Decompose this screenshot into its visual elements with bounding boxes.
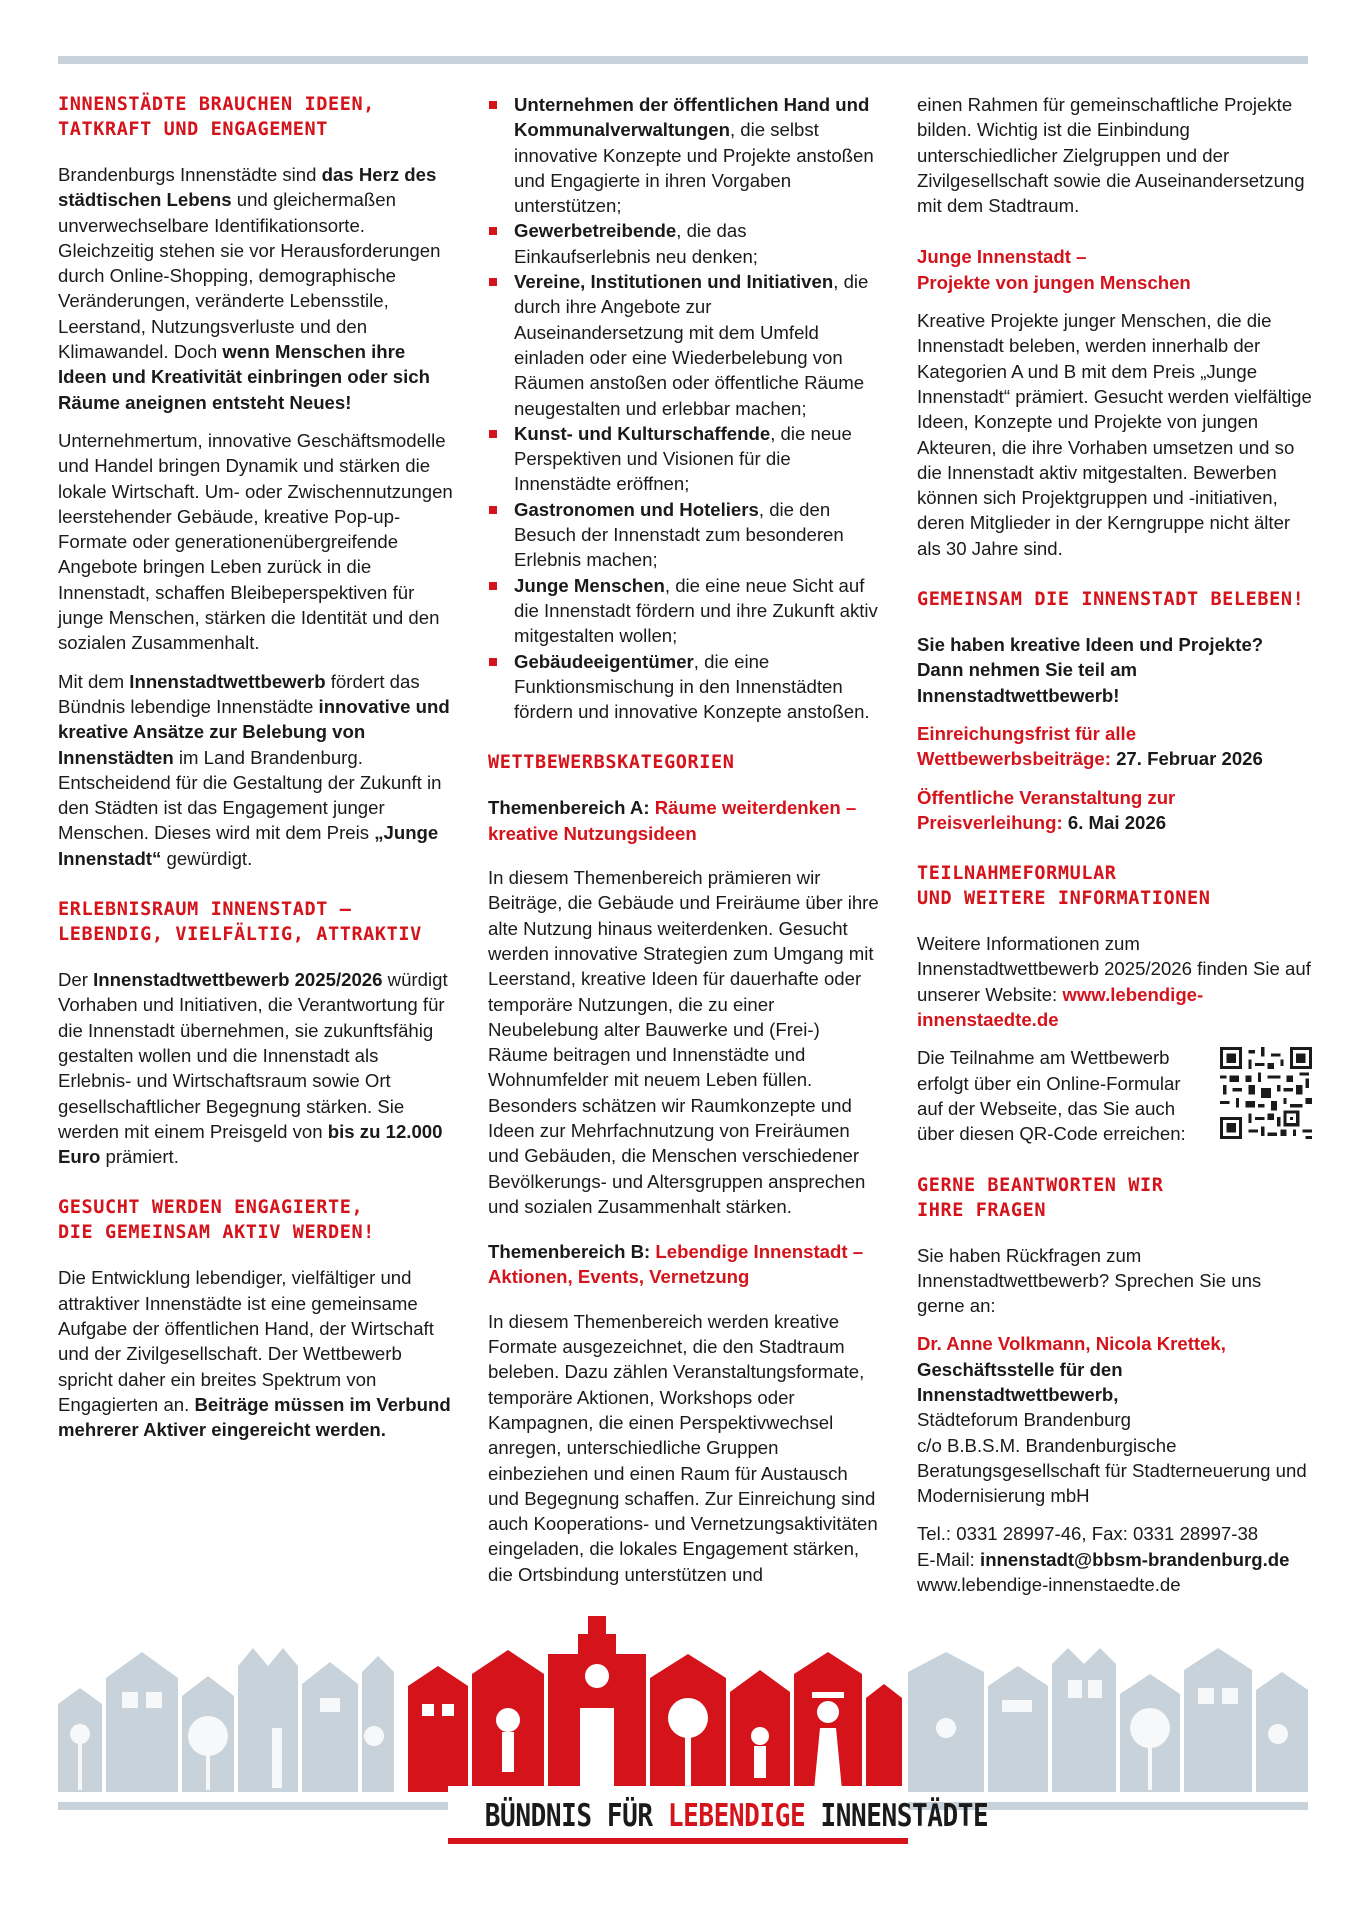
engaged-paragraph: Die Entwicklung lebendiger, vielfältiger und attraktiver Innenstädte ist eine gemeinsame Aufgabe der öffentlichen Hand, der Wirtschaft und der Zivilgesellschaft. Der Wettbewerb spricht daher ein breites Spektrum von Engagierten an. Beiträge müssen im Verbund mehrerer Aktiver eingereicht werden. [58,1267,451,1441]
heading-teilnahme: TEILNAHMEFORMULAR UND WEITERE INFORMATIONEN [917,863,1211,910]
junge-innenstadt-title: Junge Innenstadt – Projekte von jungen Menschen [917,246,1191,293]
category-a-title: Themenbereich A: Räume weiterdenken – kreative Nutzungsideen [488,797,857,844]
brand-wordmark: BÜNDNIS FÜR LEBENDIGE INNENSTÄDTE [484,1798,989,1834]
intro-paragraph: Brandenburgs Innenstädte sind das Herz des städtischen Lebens und gleichermaßen unverwechselbare Identifikationsorte. Gleichzeitig stehen sie vor Herausforderungen durch Online-Shopping, demographische Veränderungen, veränderte Lebensstile, Leerstand, Nutzungsverluste und den Klimawandel. Doch wenn Menschen ihre Ideen und Kreativität einbringen oder sich Räume aneignen entsteht Neues! [58,164,441,413]
contact-org: Städteforum Brandenburg [917,1409,1131,1431]
contact-website-link[interactable]: www.lebendige-innenstaedte.de [917,1574,1181,1596]
heading-kategorien: WETTBEWERBSKATEGORIEN [488,752,735,774]
city-skyline-illustration [58,1608,1308,1792]
category-b-title: Themenbereich B: Lebendige Innenstadt – Aktionen, Events, Vernetzung [488,1241,864,1288]
competition-paragraph: Mit dem Innenstadtwettbewerb fördert das Bündnis lebendige Innenstädte innovative und kreative Ansätze zur Belebung von Innenstädten im Land Brandenburg. Entscheidend für die Gestaltung der Zukunft in den Städten ist das Engagement junger Menschen. Dieses wird mit dem Preis „Junge Innenstadt“ gewürdigt. [58,670,450,869]
category-b-text: In diesem Themenbereich werden kreative Formate ausgezeichnet, die den Stadtraum beleben. Dazu zählen Veranstaltungsformate, temporäre Aktionen, Workshops oder Kampagnen, die einen Perspektivwechsel anregen, unterschiedliche Gruppen einbeziehen und einen Raum für Austausch und Begegnung schaffen. Zur Einreichung sind auch Kooperations- und Vernetzungsaktivitäten eingeladen, die lokales Engagement stärken, die Ortsbindung unterstützen und [488,1310,878,1585]
contact-phone: Tel.: 0331 28997-46, Fax: 0331 28997-38 [917,1523,1259,1545]
category-a-text: In diesem Themenbereich prämieren wir Beiträge, die Gebäude und Freiräume über ihre alte Nutzung hinaus weiterdenken. Gesucht werden innovative Strategien zum Umgang mit Leerstand, kreative Ideen für dauerhafte oder temporäre Nutzungen, die zu einer Neubelebung alter Bauwerke und (Frei-) Räume beitragen und Innenstädte und Wohnumfelder mit neuem Leben füllen. Besonders schätzen wir Raumkonzepte und Ideen zur Mehrfachnutzung von Freiräumen und Gebäuden, die Menschen verschiedener Bevölkerungs- und Altersgruppen ansprechen und sozialen Zusammenhalt stärken. [488,867,879,1217]
heading-gesucht: GESUCHT WERDEN ENGAGIERTE, DIE GEMEINSAM AKTIV WERDEN! [58,1197,375,1244]
target-group-list [488,92,883,724]
list-item: Gebäudeeigentümer, die eine Funktionsmischung in den Innenstädten fördern und innovative Konzepte anstoßen. [488,649,883,725]
qr-code-icon[interactable] [1220,1047,1312,1139]
prize-paragraph: Der Innenstadtwettbewerb 2025/2026 würdigt Vorhaben und Initiativen, die Verantwortung für die Innenstadt übernehmen, sie zukunftsfähig gestalten wollen und die Innenstadt als Erlebnis- und Wirtschaftsraum sowie Ort gesellschaftlicher Begegnung stärken. Sie werden mit einem Preisgeld von bis zu 12.000 Euro prämiert. [58,969,448,1168]
qr-text: Die Teilnahme am Wettbewerb erfolgt über ein Online-Formular auf der Webseite, das Sie auch über diesen QR-Code erreichen: [917,1047,1186,1145]
heading-erlebnisraum: ERLEBNISRAUM INNENSTADT – LEBENDIG, VIELFÄLTIG, ATTRAKTIV [58,899,422,946]
list-item: Gastronomen und Hoteliers, die den Besuch der Innenstadt zum besonderen Erlebnis machen; [488,497,883,573]
questions-paragraph: Sie haben Rückfragen zum Innenstadtwettbewerb? Sprechen Sie uns gerne an: [917,1244,1262,1317]
brand-logo [448,1786,989,1848]
contact-block [917,1331,1312,1508]
qr-row [917,1045,1312,1146]
heading-fragen: GERNE BEANTWORTEN WIR IHRE FRAGEN [917,1174,1164,1221]
contact-office: Geschäftsstelle für den Innenstadtwettbewerb, [917,1358,1123,1405]
column-3 [917,92,1312,1610]
top-divider [58,56,1308,64]
info-paragraph: Weitere Informationen zum Innenstadtwettbewerb 2025/2026 finden Sie auf unserer Website: www.lebendige-innenstaedte.de [917,933,1311,1031]
contact-names: Dr. Anne Volkmann, Nicola Krettek, [917,1333,1226,1355]
call-to-action: Sie haben kreative Ideen und Projekte? Dann nehmen Sie teil am Innenstadtwettbewerb! [917,634,1264,706]
website-link[interactable]: www.lebendige-innenstaedte.de [917,983,1204,1031]
contact-email-link[interactable]: innenstadt@bbsm-brandenburg.de [980,1548,1290,1570]
brand-underline [448,1838,908,1844]
deadline: Einreichungsfrist für alle Wettbewerbsbeiträge: 27. Februar 2026 [917,722,1263,770]
contact-details: Tel.: 0331 28997-46, Fax: 0331 28997-38 E-Mail: innenstadt@bbsm-brandenburg.de www.lebendige-innenstaedte.de [917,1523,1290,1596]
column-2 [488,92,883,1600]
list-item: Kunst- und Kulturschaffende, die neue Perspektiven und Visionen für die Innenstädte eröffnen; [488,421,883,497]
list-item: Junge Menschen, die eine neue Sicht auf die Innenstadt fördern und ihre Zukunft aktiv mitgestalten wollen; [488,573,883,649]
contact-org-detail: c/o B.B.S.M. Brandenburgische Beratungsgesellschaft für Stadterneuerung und Modernisierung mbH [917,1434,1307,1507]
heading-gemeinsam: GEMEINSAM DIE INNENSTADT BELEBEN! [917,589,1305,611]
list-item: Vereine, Institutionen und Initiativen, die durch ihre Angebote zur Auseinandersetzung mit dem Umfeld einladen oder eine Wiederbelebung von Räumen anstoßen oder öffentliche Räume neugestalten und erlebbar machen; [488,269,883,421]
continued-paragraph: einen Rahmen für gemeinschaftliche Projekte bilden. Wichtig ist die Einbindung unterschiedlicher Zielgruppen und der Zivilgesellschaft sowie die Auseinandersetzung mit dem Stadtraum. [917,94,1305,217]
economy-paragraph: Unternehmertum, innovative Geschäftsmodelle und Handel bringen Dynamik und stärken die lokale Wirtschaft. Um- oder Zwischennutzungen leerstehender Gebäude, kreative Pop-up-Formate oder generationenübergreifende Angebote bringen Leben zurück in die Innenstadt, schaffen Bleibeperspektiven für junge Menschen, stärken die Identität und den sozialen Zusammenhalt. [58,429,453,654]
list-item: Unternehmen der öffentlichen Hand und Kommunalverwaltungen, die selbst innovative Konzepte und Projekte anstoßen und Engagierte in ihren Vorgaben unterstützen; [488,92,883,218]
heading-ideen: INNENSTÄDTE BRAUCHEN IDEEN, TATKRAFT UND ENGAGEMENT [58,94,375,140]
list-item: Gewerbetreibende, die das Einkaufserlebnis neu denken; [488,218,883,269]
junge-innenstadt-text: Kreative Projekte junger Menschen, die die Innenstadt beleben, werden innerhalb der Kategorien A und B mit dem Preis „Junge Innenstadt“ prämiert. Gesucht werden vielfältige Ideen, Konzepte und Projekte von jungen Akteuren, die ihre Vorhaben umsetzen und so die Innenstadt aktiv mitgestalten. Bewerben können sich Projektgruppen und -initiativen, deren Mitglieder in der Kerngruppe nicht älter als 30 Jahre sind. [917,310,1312,559]
column-1 [58,92,453,1455]
award-event: Öffentliche Veranstaltung zur Preisverleihung: 6. Mai 2026 [917,786,1176,833]
